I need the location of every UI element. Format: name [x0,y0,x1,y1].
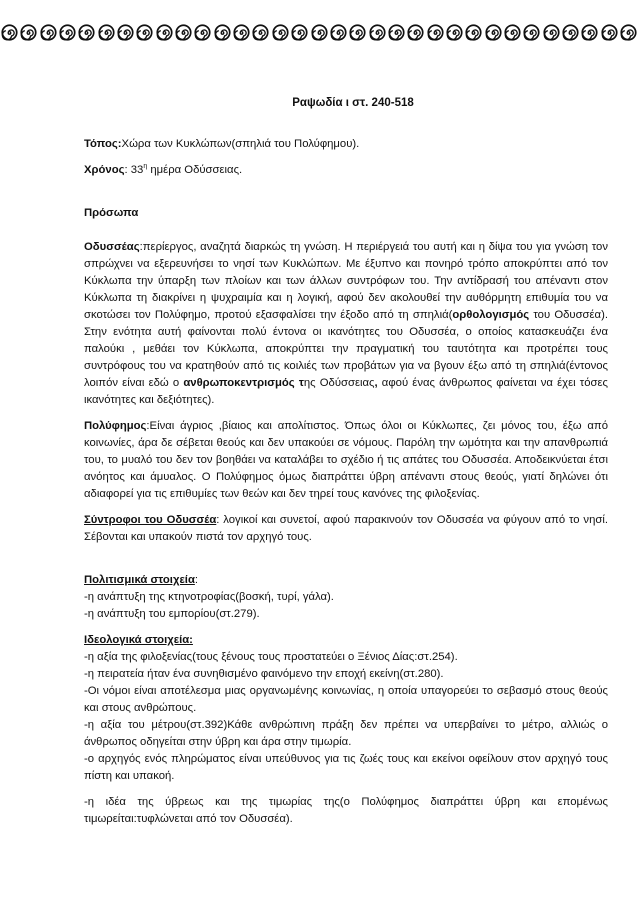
spiral-ornament-icon [136,24,153,41]
spiral-ornament-icon [504,24,521,41]
chronos-line [84,162,608,179]
prosopa-heading-text: Πρόσωπα [84,207,139,219]
politismika-heading [84,572,608,589]
odysseas-label: Οδυσσέας [84,241,140,253]
spiral-ornament-icon [78,24,95,41]
odysseas-text-3: ης Οδύσσειας [303,377,375,389]
spiral-ornament-icon [233,24,250,41]
ideologika-heading-text: Ιδεολογικά στοιχεία: [84,634,193,646]
page-title: Ραψωδία ι στ. 240-518 [292,97,414,109]
topos-line [84,136,608,153]
spiral-ornament-icon [175,24,192,41]
polyfimos-text: :Είναι άγριος ,βίαιος και απολίτιστος. Όπως όλοι οι Κύκλωπες, ζει μόνος του, έξω από κοινωνίες, άρα δε σέβεται θεούς και δεν υπακούει σε νόμους. Παρόλη την ωμότητα και την απανθρωπιά του, το μυαλό του δεν τον βοηθάει να καταλάβει το σχέδιο ή τις απάτες του Οδυσσέα. Αποδεικνύεται έτσι ανόητος και άμυαλος. Ο Πολύφημος όμως διαπράττει ύβρη απέναντι στους θεούς, γιατί δηλώνει ότι αδιαφορεί για τις επιθυμίες των θεών και δεν τηρεί τους κανόνες της φιλοξενίας. [84,420,608,500]
spiral-ornament-icon [523,24,540,41]
syntrofoi-text: : λογικοί και συνετοί, αφού παρακινούν τον Οδυσσέα να φύγουν από το νησί. Σέβονται και υπακούν πιστά τον αρχηγό τους. [84,514,608,543]
odysseas-paragraph [84,239,608,409]
spiral-ornament-icon [349,24,366,41]
odysseas-bold-1: ορθολογισμός [452,309,530,321]
ideologika-item: -η αξία του μέτρου(στ.392)Κάθε ανθρώπινη πράξη δεν πρέπει να υπερβαίνει το μέτρο, αλλιώς ο άνθρωπος οδηγείται στην ύβρη και άρα στην τιμωρία. [84,719,608,748]
ideologika-item: -Οι νόμοι είναι αποτέλεσμα μιας οργανωμένης κοινωνίας, η οποία υπαγορεύει το σεβασμό στους θεούς και στους ανθρώπους. [84,685,608,714]
spiral-ornament-icon [369,24,386,41]
spiral-ornament-icon [156,24,173,41]
spiral-ornament-icon [252,24,269,41]
chronos-post: ημέρα Οδύσσειας. [147,164,243,176]
spiral-ornament-icon [214,24,231,41]
odysseas-text-4: αφού ένας άνθρωπος φαίνεται να έχει τόσες ικανότητες και δεξιότητες). [84,377,608,406]
spiral-ornament-icon [446,24,463,41]
spiral-ornament-icon [465,24,482,41]
chronos-pre: : 33 [124,164,144,176]
spiral-ornament-icon [272,24,289,41]
polyfimos-label: Πολύφημος [84,420,147,432]
spiral-ornament-icon [311,24,328,41]
spiral-ornament-icon [117,24,134,41]
spiral-ornament-icon [581,24,598,41]
spiral-ornament-icon [330,24,347,41]
spiral-ornament-icon [620,24,637,41]
chronos-label: Χρόνος [84,164,125,176]
spiral-ornament-icon [388,24,405,41]
spiral-ornament-icon [1,24,18,41]
odysseas-text-2: του Οδυσσέα). Στην ενότητα αυτή φαίνονται πολύ έντονα οι ικανότητες του Οδυσσέα, ο οποίος κατασκευάζει ένα παλούκι , μεθάει τον Κύκλωπα, αποκρύπτει την πραγματική του ταυτότητα και προτρέπει τους συντρόφους του να κρατηθούν από τις κοιλιές των προβάτων για να βγουν έξω από τη σπηλιά(έντονος λοιπόν είναι εδώ ο [84,309,608,389]
syntrofoi-label: Σύντροφοι του Οδυσσέα [84,514,217,526]
ideologika-item: -ο αρχηγός ενός πληρώματος είναι υπεύθυνος για τις ζωές τους και εκείνοι οφείλουν στον αρχηγό τους πίστη και υπακοή. [84,753,608,782]
decorative-spiral-border [0,21,638,47]
ideologika-heading [84,632,608,649]
ideologika-item: -η ιδέα της ύβρεως και της τιμωρίας της(ο Πολύφημος διαπράττει ύβρη και επομένως τιμωρείται:τυφλώνεται από τον Οδυσσέα). [84,796,608,825]
topos-text: Χώρα των Κυκλώπων(σπηλιά του Πολύφημου). [121,138,360,150]
spiral-ornament-icon [427,24,444,41]
odysseas-bold-3: , [374,377,378,389]
odysseas-text-1: :περίεργος, αναζητά διαρκώς τη γνώση. Η περιέργειά του αυτή και η δίψα του για γνώση τον σπρώχνει να εξερευνήσει το νησί των Κυκλώπων. Με έξυπνο και πονηρό τρόπο αποκρύπτει από τον Κύκλωπα την ύπαρξη των πλοίων και των άλλων συντρόφων του. Την αντίδρασή του απέναντι στον Κύκλωπα τη διακρίνει η ψυχραιμία και η λογική, αφού δεν ακολουθεί την αυθόρμητη επιθυμία του να σκοτώσει τον Πολύφημο, προτού εξασφαλίσει την έξοδο από τη σπηλιά( [84,241,608,321]
politismika-item: -η ανάπτυξη του εμπορίου(στ.279). [84,608,260,620]
politismika-heading-text: Πολιτισμικά στοιχεία [84,574,195,586]
spiral-ornament-icon [407,24,424,41]
ideologika-item: -η αξία της φιλοξενίας(τους ξένους τους προστατεύει ο Ξένιος Δίας:στ.254). [84,651,458,663]
document-page [84,95,608,828]
spiral-ornament-icon [194,24,211,41]
spiral-ornament-icon [98,24,115,41]
spiral-ornament-icon [291,24,308,41]
spiral-ornament-icon [40,24,57,41]
polyfimos-paragraph [84,418,608,503]
odysseas-bold-2: ανθρωποκεντρισμός τ [183,377,304,389]
spiral-ornament-icon [59,24,76,41]
politismika-colon: : [194,574,199,586]
topos-label: Τόπος: [84,138,122,150]
syntrofoi-paragraph [84,512,608,546]
spiral-ornament-icon [485,24,502,41]
spiral-ornament-icon [543,24,560,41]
spiral-ornament-icon [601,24,618,41]
spiral-ornament-icon [562,24,579,41]
politismika-item: -η ανάπτυξη της κτηνοτροφίας(βοσκή, τυρί, γάλα). [84,591,334,603]
chronos-sup: η [143,163,148,171]
ideologika-item: -η πειρατεία ήταν ένα συνηθισμένο φαινόμενο την εποχή εκείνη(στ.280). [84,668,444,680]
prosopa-heading [84,205,608,222]
spiral-ornament-icon [20,24,37,41]
